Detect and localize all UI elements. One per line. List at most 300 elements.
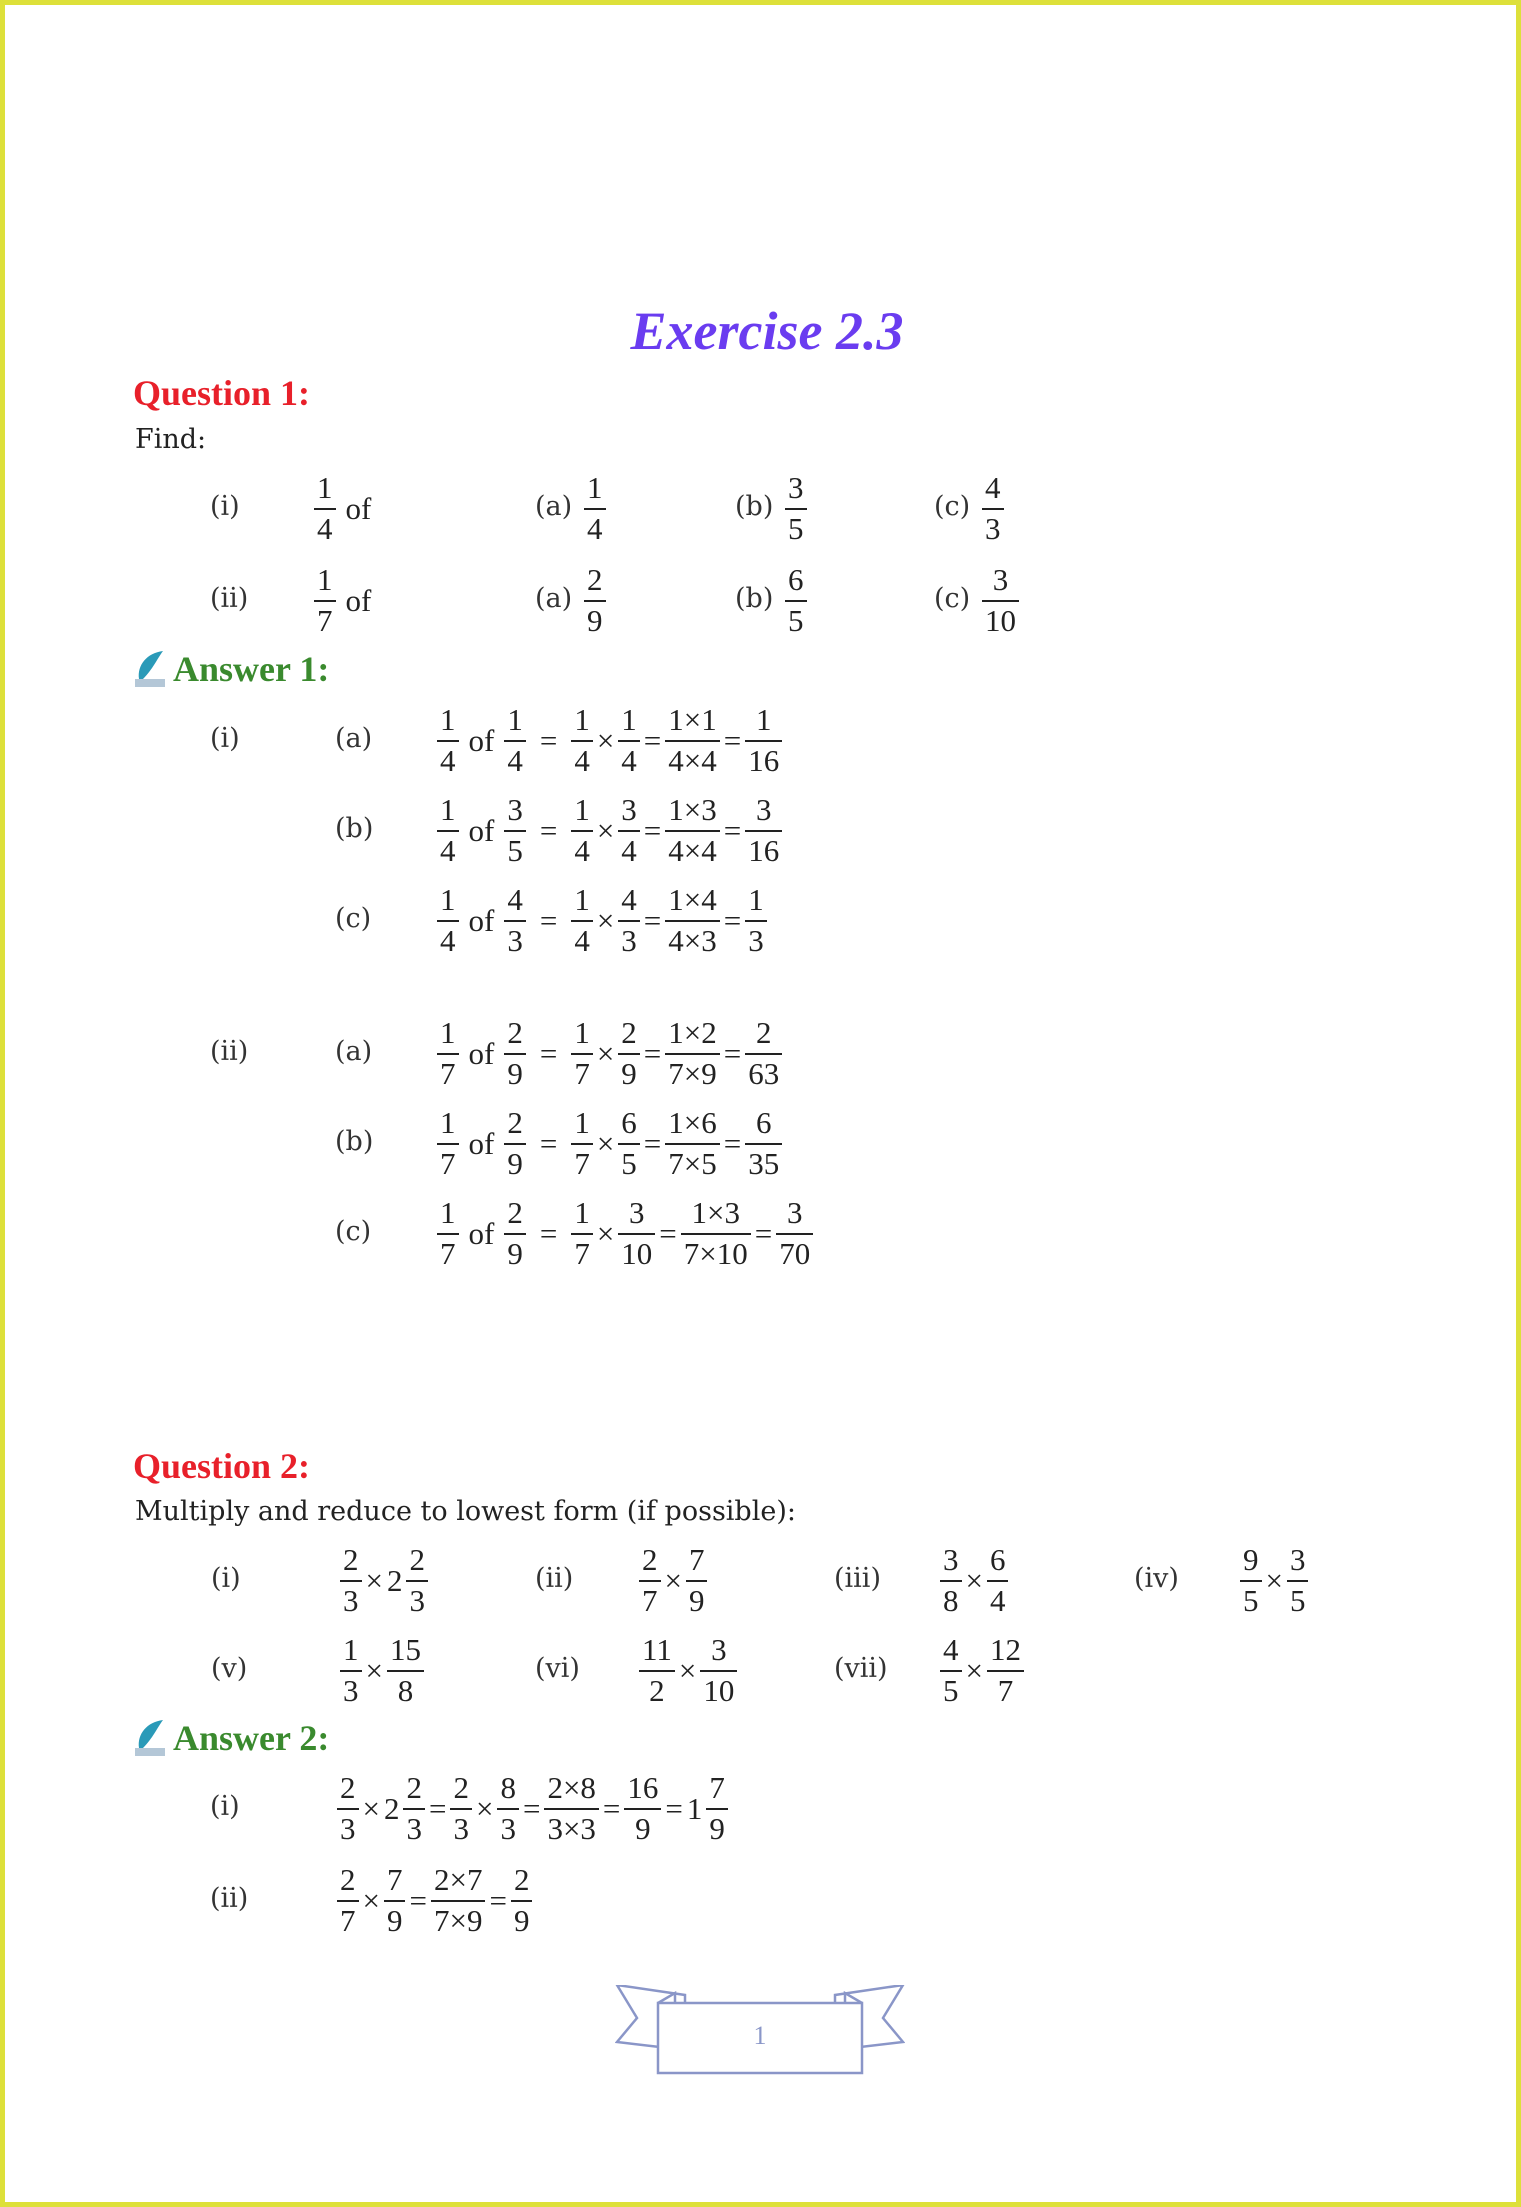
numerator: 2 (340, 1862, 356, 1898)
numerator: 1 (574, 882, 590, 918)
numerator: 1 (756, 702, 772, 738)
denominator: 9 (513, 1903, 530, 1938)
q1-row-ii (0, 561, 1521, 641)
word: of (468, 723, 495, 758)
fraction-bar (665, 1143, 719, 1145)
fraction-bar (406, 1580, 428, 1582)
fraction (431, 1864, 485, 1937)
fraction-bar (618, 830, 640, 832)
fraction (745, 1107, 782, 1180)
fraction (940, 1634, 962, 1707)
numerator: 2 (756, 1015, 772, 1051)
denominator: 7 (440, 1236, 456, 1271)
fraction-bar (706, 1808, 728, 1810)
fraction-bar (618, 740, 640, 742)
numerator: 1 (440, 1105, 456, 1141)
fraction (745, 704, 782, 777)
numerator: 1 (574, 1015, 590, 1051)
fraction (337, 1864, 359, 1937)
fraction-bar (544, 1808, 598, 1810)
fraction (639, 1634, 675, 1707)
math-expression (1238, 1541, 1310, 1621)
fraction (665, 794, 719, 867)
fraction (497, 1772, 519, 1845)
numerator: 1 (621, 702, 637, 738)
fraction (618, 1017, 640, 1090)
numerator: 4 (507, 882, 523, 918)
numerator: 1 (440, 1015, 456, 1051)
fraction-bar (437, 740, 459, 742)
numerator: 3 (756, 792, 772, 828)
fraction (571, 704, 593, 777)
operator: = (723, 723, 742, 758)
numerator: 1 (587, 470, 603, 506)
operator: × (596, 1126, 615, 1161)
fraction (437, 1197, 459, 1270)
numerator: 6 (989, 1542, 1006, 1578)
fraction (571, 884, 593, 957)
operator: = (754, 1216, 773, 1251)
operator: = (723, 903, 742, 938)
option-fraction (980, 469, 1006, 549)
denominator: 4 (621, 833, 637, 868)
operator: = (723, 1126, 742, 1161)
fraction (571, 1107, 593, 1180)
fraction (504, 884, 526, 957)
math-expression (637, 1631, 739, 1711)
math-expression (435, 1014, 784, 1094)
denominator: 5 (507, 833, 523, 868)
fraction (706, 1772, 728, 1845)
question-2-prompt: Multiply and reduce to lowest form (if possible): (135, 1496, 796, 1527)
numerator: 1 (440, 882, 456, 918)
operator: × (596, 1036, 615, 1071)
page-number: 1 (753, 2021, 767, 2050)
fraction (681, 1197, 751, 1270)
denominator: 5 (788, 511, 804, 546)
word: of (468, 1036, 495, 1071)
fraction-bar (584, 508, 606, 510)
fraction-bar (387, 1670, 424, 1672)
denominator: 2 (649, 1673, 665, 1708)
denominator: 7 (574, 1146, 590, 1181)
fraction-bar (437, 920, 459, 922)
denominator: 4 (440, 743, 456, 778)
fraction-bar (639, 1580, 661, 1582)
operator: = (539, 1216, 558, 1251)
fraction (511, 1864, 533, 1937)
fraction-bar (624, 1808, 661, 1810)
denominator: 3 (621, 923, 637, 958)
denominator: 4 (989, 1583, 1006, 1618)
denominator: 10 (985, 603, 1016, 638)
fraction (337, 1772, 359, 1845)
question-1-heading: Question 1: (133, 373, 311, 413)
fraction-bar (940, 1670, 962, 1672)
fraction-bar (431, 1900, 485, 1902)
question-2-heading: Question 2: (133, 1446, 311, 1486)
fraction-bar (745, 1053, 782, 1055)
fraction-bar (785, 600, 807, 602)
fraction-bar (982, 508, 1004, 510)
fraction-bar (618, 1143, 640, 1145)
fraction-bar (504, 740, 526, 742)
word: of (468, 903, 495, 938)
operator: = (659, 1216, 677, 1251)
fraction-bar (571, 830, 593, 832)
numerator: 6 (756, 1105, 772, 1141)
numerator: 11 (642, 1632, 672, 1668)
fraction-bar (665, 740, 719, 742)
operator: = (602, 1791, 621, 1826)
numerator: 3 (992, 562, 1009, 598)
operator: × (678, 1653, 697, 1688)
fraction (571, 1017, 593, 1090)
q1-row-i (0, 469, 1521, 549)
fraction (987, 1544, 1009, 1617)
denominator: 4×3 (668, 923, 717, 958)
numerator: 3 (788, 470, 804, 506)
operator: = (489, 1883, 507, 1918)
math-expression (938, 1631, 1026, 1711)
operator: = (539, 903, 558, 938)
denominator: 9 (688, 1583, 705, 1618)
math-expression (435, 1104, 784, 1184)
fraction (686, 1544, 708, 1617)
answer-subpart-label: (c) (335, 903, 372, 934)
answer-logo-icon (133, 649, 167, 689)
answer-subpart-label: (b) (335, 813, 374, 844)
fraction-bar (665, 830, 719, 832)
fraction (982, 472, 1004, 545)
fraction (618, 704, 640, 777)
operator: = (522, 1791, 541, 1826)
numerator: 4 (985, 470, 1001, 506)
math-expression (338, 1541, 430, 1621)
denominator: 4 (574, 743, 590, 778)
operator: = (723, 813, 742, 848)
operator: 1 (686, 1791, 703, 1826)
numerator: 3 (629, 1195, 645, 1231)
operator: = (643, 1126, 662, 1161)
fraction-bar (337, 1808, 359, 1810)
fraction (314, 472, 336, 545)
denominator: 4 (440, 833, 456, 868)
numerator: 1 (343, 1632, 359, 1668)
question-item-label: (v) (211, 1653, 248, 1684)
denominator: 5 (943, 1673, 959, 1708)
numerator: 1×3 (691, 1195, 741, 1231)
question-item-label: (iv) (1134, 1563, 1179, 1594)
math-expression (938, 1541, 1010, 1621)
fraction (544, 1772, 598, 1845)
answer-2-heading (133, 1717, 329, 1759)
fraction (940, 1544, 962, 1617)
numerator: 2 (507, 1015, 523, 1051)
operator: = (643, 1036, 662, 1071)
option-fraction (582, 469, 608, 549)
fraction-bar (571, 740, 593, 742)
fraction-bar (497, 1808, 519, 1810)
fraction (571, 794, 593, 867)
denominator: 7 (340, 1903, 356, 1938)
answer-part-label: (ii) (210, 1036, 249, 1067)
fraction-bar (639, 1670, 675, 1672)
denominator: 8 (397, 1673, 414, 1708)
fraction-bar (700, 1670, 737, 1672)
operator: = (539, 1126, 558, 1161)
fraction-bar (504, 830, 526, 832)
fraction-bar (618, 1233, 655, 1235)
fraction (504, 1107, 526, 1180)
fraction-bar (1240, 1580, 1262, 1582)
math-expression (435, 791, 784, 871)
numerator: 1×1 (668, 702, 717, 738)
fraction-bar (437, 1053, 459, 1055)
fraction (504, 1017, 526, 1090)
math-expression (435, 881, 769, 961)
fraction (437, 1107, 459, 1180)
numerator: 2 (621, 1015, 637, 1051)
math-expression (335, 1861, 534, 1941)
denominator: 9 (621, 1056, 637, 1091)
denominator: 3 (985, 511, 1001, 546)
fraction (618, 794, 640, 867)
answer-part-label: (ii) (210, 1883, 249, 1914)
denominator: 9 (507, 1056, 523, 1091)
fraction (665, 1017, 719, 1090)
option-fraction (783, 561, 809, 641)
fraction-bar (314, 508, 336, 510)
denominator: 3×3 (547, 1811, 596, 1846)
operator: × (965, 1563, 983, 1598)
numerator: 7 (709, 1770, 725, 1806)
fraction (618, 1197, 655, 1270)
fraction-bar (982, 600, 1019, 602)
fraction (745, 884, 767, 957)
denominator: 9 (635, 1811, 651, 1846)
numerator: 2 (642, 1542, 658, 1578)
operator: × (596, 903, 615, 938)
operator: × (365, 1563, 383, 1598)
option-label: (a) (535, 491, 573, 522)
fraction (437, 1017, 459, 1090)
option-label: (c) (934, 491, 971, 522)
fraction (450, 1772, 472, 1845)
fraction (584, 472, 606, 545)
fraction-bar (340, 1580, 362, 1582)
answer-subpart-label: (a) (335, 1036, 373, 1067)
fraction-bar (340, 1670, 362, 1672)
fraction-bar (571, 1233, 593, 1235)
numerator: 6 (788, 562, 804, 598)
page-number-banner (615, 1985, 905, 2075)
denominator: 4 (507, 743, 523, 778)
operator: = (665, 1791, 683, 1826)
numerator: 2 (343, 1542, 359, 1578)
fraction-bar (571, 1053, 593, 1055)
denominator: 10 (703, 1673, 735, 1708)
fraction-bar (504, 1053, 526, 1055)
operator: = (539, 1036, 558, 1071)
answer-1-heading (133, 648, 329, 690)
fraction-bar (437, 1233, 459, 1235)
option-fraction (980, 561, 1021, 641)
fraction-bar (403, 1808, 425, 1810)
operator: × (1265, 1563, 1283, 1598)
denominator: 4 (574, 833, 590, 868)
denominator: 4 (440, 923, 456, 958)
operator: × (664, 1563, 682, 1598)
denominator: 3 (748, 923, 764, 958)
operator: × (365, 1653, 383, 1688)
denominator: 63 (748, 1056, 780, 1091)
option-label: (b) (735, 491, 774, 522)
fraction-bar (314, 600, 336, 602)
answer-logo-icon (133, 1718, 167, 1758)
fraction-bar (745, 740, 782, 742)
math-expression (338, 1631, 426, 1711)
page-title: Exercise 2.3 (630, 301, 904, 361)
denominator: 7 (574, 1236, 590, 1271)
fraction (504, 1197, 526, 1270)
answer-part-label: (i) (210, 723, 240, 754)
fraction-bar (384, 1900, 406, 1902)
numerator: 1 (574, 1105, 590, 1141)
numerator: 2 (453, 1770, 469, 1806)
denominator: 5 (621, 1146, 637, 1181)
fraction-bar (987, 1580, 1009, 1582)
fraction (406, 1544, 428, 1617)
denominator: 8 (943, 1583, 959, 1618)
fraction (639, 1544, 661, 1617)
operator: 2 (383, 1791, 400, 1826)
fraction (387, 1634, 424, 1707)
math-expression (335, 1769, 730, 1849)
answer-subpart-label: (a) (335, 723, 373, 754)
fraction (982, 564, 1019, 637)
denominator: 7 (642, 1583, 658, 1618)
numerator: 3 (787, 1195, 803, 1231)
denominator: 7×9 (668, 1056, 717, 1091)
fraction-bar (940, 1580, 962, 1582)
numerator: 1 (317, 562, 333, 598)
denominator: 4 (587, 511, 603, 546)
numerator: 2 (406, 1770, 422, 1806)
numerator: 6 (621, 1105, 637, 1141)
word: of (345, 583, 372, 618)
fraction-bar (745, 920, 767, 922)
answer-2-title: Answer 2: (173, 1718, 330, 1758)
fraction (785, 564, 807, 637)
math-expression (637, 1541, 709, 1621)
numerator: 1 (574, 792, 590, 828)
numerator: 1 (440, 792, 456, 828)
operator: × (965, 1653, 983, 1688)
fraction-bar (1287, 1580, 1309, 1582)
word: of (468, 1216, 495, 1251)
denominator: 9 (709, 1811, 725, 1846)
numerator: 16 (627, 1770, 659, 1806)
numerator: 1 (440, 1195, 456, 1231)
numerator: 1×3 (668, 792, 717, 828)
denominator: 3 (340, 1811, 356, 1846)
math-expression (435, 1194, 815, 1274)
operator: × (596, 813, 615, 848)
fraction (403, 1772, 425, 1845)
q1-row-base (312, 469, 379, 549)
numerator: 15 (389, 1632, 421, 1668)
numerator: 7 (386, 1862, 403, 1898)
fraction-bar (776, 1233, 813, 1235)
fraction (1287, 1544, 1309, 1617)
denominator: 3 (453, 1811, 469, 1846)
numerator: 1 (748, 882, 764, 918)
denominator: 3 (507, 923, 523, 958)
option-label: (a) (535, 583, 573, 614)
denominator: 7 (574, 1056, 590, 1091)
fraction-bar (450, 1808, 472, 1810)
fraction-bar (571, 1143, 593, 1145)
numerator: 8 (500, 1770, 516, 1806)
operator: = (539, 723, 558, 758)
fraction (776, 1197, 813, 1270)
fraction (584, 564, 606, 637)
denominator: 7×10 (683, 1236, 748, 1271)
denominator: 4 (317, 511, 333, 546)
numerator: 12 (989, 1632, 1021, 1668)
denominator: 9 (587, 603, 603, 638)
fraction (437, 794, 459, 867)
numerator: 4 (621, 882, 637, 918)
denominator: 4×4 (668, 833, 717, 868)
fraction (504, 794, 526, 867)
fraction-bar (437, 830, 459, 832)
answer-part-label: (i) (210, 1791, 240, 1822)
denominator: 10 (621, 1236, 653, 1271)
fraction (624, 1772, 661, 1845)
operator: = (643, 903, 662, 938)
operator: × (596, 1216, 615, 1251)
fraction-bar (665, 920, 719, 922)
denominator: 9 (507, 1146, 523, 1181)
numerator: 1 (507, 702, 523, 738)
denominator: 7 (440, 1146, 456, 1181)
q1-row-label: (i) (210, 491, 240, 522)
fraction (745, 1017, 782, 1090)
fraction-bar (665, 1053, 719, 1055)
operator: = (643, 813, 662, 848)
fraction-bar (618, 920, 640, 922)
fraction-bar (987, 1670, 1024, 1672)
numerator: 2×8 (547, 1770, 596, 1806)
denominator: 7×5 (668, 1146, 717, 1181)
numerator: 3 (621, 792, 637, 828)
numerator: 1 (574, 702, 590, 738)
denominator: 3 (343, 1673, 359, 1708)
numerator: 1 (574, 1195, 590, 1231)
fraction (437, 884, 459, 957)
fraction-bar (745, 1143, 782, 1145)
option-fraction (783, 469, 809, 549)
q1-row-base (312, 561, 379, 641)
option-label: (b) (735, 583, 774, 614)
question-item-label: (iii) (834, 1563, 881, 1594)
fraction (384, 1864, 406, 1937)
fraction (437, 704, 459, 777)
q1-row-label: (ii) (210, 583, 249, 614)
option-fraction (582, 561, 608, 641)
